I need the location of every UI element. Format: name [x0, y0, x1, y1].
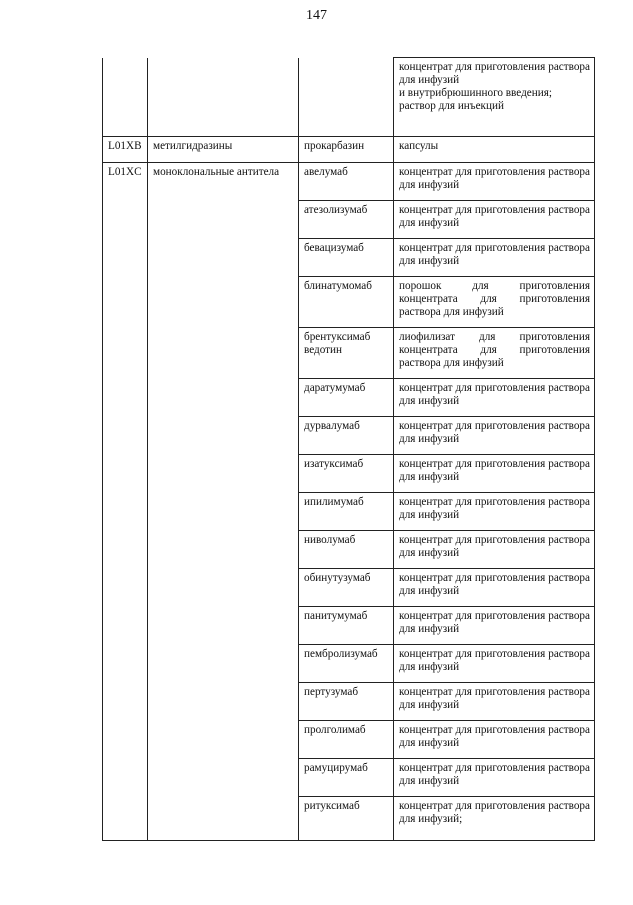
drug-name-cell: бевацизумаб [299, 239, 394, 277]
table-row [103, 201, 595, 239]
group-cell [148, 683, 299, 721]
dosage-form-text: концентрат для приготовления раствора для инфузий [399, 61, 590, 86]
drug-name-cell: дурвалумаб [299, 417, 394, 455]
drug-name-cell [299, 58, 394, 137]
dosage-form-cell [394, 645, 595, 683]
group-cell [148, 277, 299, 328]
group-cell [148, 607, 299, 645]
group-cell [148, 239, 299, 277]
dosage-form-cell [394, 201, 595, 239]
atc-code-cell [103, 759, 148, 797]
drug-name-cell: ритуксимаб [299, 797, 394, 841]
dosage-form-text: концентрат для приготовления раствора для инфузий [399, 496, 590, 521]
dosage-form-cell [394, 277, 595, 328]
table-row [103, 239, 595, 277]
atc-code-cell [103, 58, 148, 137]
atc-code-cell [103, 417, 148, 455]
dosage-form-text: капсулы [399, 140, 439, 152]
dosage-form-text: концентрат для приготовления раствора для инфузий [399, 648, 590, 673]
atc-code-cell [103, 239, 148, 277]
group-cell: метилгидразины [148, 137, 299, 163]
drug-name-cell: авелумаб [299, 163, 394, 201]
table-row [103, 328, 595, 379]
group-cell [148, 493, 299, 531]
dosage-form-text: концентрат для приготовления раствора для инфузий [399, 242, 590, 267]
dosage-form-cell [394, 759, 595, 797]
drug-name-cell: пембролизумаб [299, 645, 394, 683]
table-row [103, 58, 595, 137]
group-cell [148, 531, 299, 569]
group-cell [148, 645, 299, 683]
group-cell [148, 455, 299, 493]
table-row [103, 531, 595, 569]
dosage-form-cell [394, 137, 595, 163]
page-number: 147 [306, 8, 327, 23]
dosage-form-text: концентрат для приготовления раствора для инфузий; [399, 800, 590, 825]
dosage-form-text: концентрат для приготовления раствора для инфузий [399, 572, 590, 597]
dosage-form-text: порошок для приготовления концентрата для приготовления раствора для инфузий [399, 280, 590, 318]
dosage-form-text: концентрат для приготовления раствора для инфузий [399, 382, 590, 407]
dosage-form-text: концентрат для приготовления раствора для инфузий [399, 420, 590, 445]
dosage-form-text: раствор для инъекций [399, 100, 504, 112]
table-row [103, 645, 595, 683]
drug-name-cell: ипилимумаб [299, 493, 394, 531]
drug-name-cell: брентуксимаб ведотин [299, 328, 394, 379]
dosage-form-text: концентрат для приготовления раствора для инфузий [399, 610, 590, 635]
dosage-form-cell [394, 58, 595, 137]
dosage-form-cell [394, 531, 595, 569]
atc-code-cell [103, 645, 148, 683]
atc-code-cell [103, 607, 148, 645]
group-cell [148, 569, 299, 607]
table-row [103, 163, 595, 201]
drug-table [102, 57, 595, 841]
group-cell [148, 759, 299, 797]
drug-name-cell: пролголимаб [299, 721, 394, 759]
table-row [103, 721, 595, 759]
dosage-form-cell [394, 379, 595, 417]
table-row [103, 417, 595, 455]
group-cell [148, 379, 299, 417]
dosage-form-cell [394, 163, 595, 201]
drug-name-cell: изатуксимаб [299, 455, 394, 493]
group-cell [148, 58, 299, 137]
atc-code-cell [103, 721, 148, 759]
drug-name-cell: пертузумаб [299, 683, 394, 721]
atc-code-cell [103, 569, 148, 607]
table-row [103, 797, 595, 841]
dosage-form-cell [394, 797, 595, 841]
group-cell [148, 201, 299, 239]
atc-code-cell [103, 455, 148, 493]
atc-code-cell [103, 379, 148, 417]
table-row [103, 759, 595, 797]
drug-name-cell: рамуцирумаб [299, 759, 394, 797]
dosage-form-text: концентрат для приготовления раствора для инфузий [399, 686, 590, 711]
drug-name-cell: блинатумомаб [299, 277, 394, 328]
table-row [103, 683, 595, 721]
drug-name-cell: атезолизумаб [299, 201, 394, 239]
drug-name-cell: обинутузумаб [299, 569, 394, 607]
dosage-form-text: концентрат для приготовления раствора для инфузий [399, 724, 590, 749]
table-row [103, 137, 595, 163]
table-row [103, 277, 595, 328]
dosage-form-cell [394, 683, 595, 721]
table-row [103, 569, 595, 607]
group-cell [148, 797, 299, 841]
drug-name-cell: ниволумаб [299, 531, 394, 569]
dosage-form-text: и внутрибрюшинного введения; [399, 87, 552, 99]
table-row [103, 379, 595, 417]
atc-code-cell [103, 328, 148, 379]
table-row [103, 493, 595, 531]
dosage-form-cell [394, 569, 595, 607]
dosage-form-text: концентрат для приготовления раствора для инфузий [399, 534, 590, 559]
group-cell [148, 328, 299, 379]
drug-name-cell: панитумумаб [299, 607, 394, 645]
atc-code-cell [103, 797, 148, 841]
dosage-form-cell [394, 239, 595, 277]
atc-code-cell [103, 277, 148, 328]
dosage-form-cell [394, 721, 595, 759]
atc-code-cell: L01XB [103, 137, 148, 163]
dosage-form-text: лиофилизат для приготовления концентрата для приготовления раствора для инфузий [399, 331, 590, 369]
atc-code-cell [103, 531, 148, 569]
dosage-form-text: концентрат для приготовления раствора для инфузий [399, 762, 590, 787]
group-cell [148, 721, 299, 759]
group-cell: моноклональные антитела [148, 163, 299, 201]
dosage-form-cell [394, 455, 595, 493]
group-cell [148, 417, 299, 455]
dosage-form-cell [394, 417, 595, 455]
table-row [103, 455, 595, 493]
dosage-form-text: концентрат для приготовления раствора для инфузий [399, 204, 590, 229]
dosage-form-text: концентрат для приготовления раствора для инфузий [399, 458, 590, 483]
atc-code-cell [103, 201, 148, 239]
dosage-form-cell [394, 493, 595, 531]
atc-code-cell [103, 683, 148, 721]
atc-code-cell [103, 493, 148, 531]
atc-code-cell: L01XC [103, 163, 148, 201]
drug-name-cell: прокарбазин [299, 137, 394, 163]
table-row [103, 607, 595, 645]
dosage-form-text: концентрат для приготовления раствора для инфузий [399, 166, 590, 191]
drug-name-cell: даратумумаб [299, 379, 394, 417]
dosage-form-cell [394, 328, 595, 379]
dosage-form-cell [394, 607, 595, 645]
